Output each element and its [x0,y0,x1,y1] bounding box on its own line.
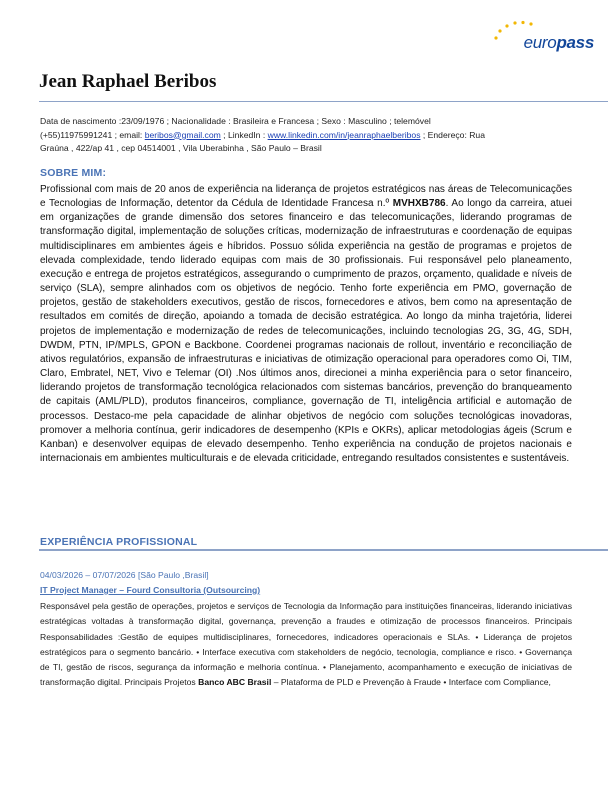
europass-wordmark: europass [523,33,594,52]
job-client: Banco ABC Brasil [198,677,272,688]
about-paragraph [40,183,572,466]
address-label: ; Endereço: Rua [420,129,485,140]
job-desc-1: Responsável pela gestão de operações, projetos e serviços de Tecnologia da Informação para instituições financeiras, liderando iniciativas estratégicas voltadas à transformação digital, governança, prevenção a fraudes e otimização de processos financeiros. Principais Responsabilidades :Gestão de equipes multidisciplinares, fornecedores, indicadores operacionais e SLAs. • Liderança de projetos estratégicos para o segmento bancário. • Interface executiva com stakeholders de negócio, tecnologia, compliance e risco. • Governança de TI, gestão de riscos, segurança da informação e melhoria contínua. • Planejamento, acompanhamento e execução de iniciativas de transformação digital. Principais Projetos [40,601,572,688]
address-line: Graúna , 422/ap 41 , cep 04514001 , Vila Uberabinha , São Paulo – Brasil [40,143,322,153]
header-divider [39,101,608,102]
job-role[interactable]: IT Project Manager – Fourd Consultoria (Outsourcing) [40,585,261,595]
job-description [40,599,572,691]
experience-divider [39,549,608,551]
personal-line-1: Data de nascimento :23/09/1976 ; Nacionalidade : Brasileira e Francesa ; Sexo : Masculino ; telemóvel [40,116,431,126]
candidate-name: Jean Raphael Beribos [39,71,217,92]
job-desc-2: – Plataforma de PLD e Prevenção à Fraude • Interface com Compliance, [271,677,551,688]
about-heading: SOBRE MIM: [40,167,107,179]
id-number: MVHXB786 [392,198,446,210]
experience-heading: EXPERIÊNCIA PROFISSIONAL [40,536,198,548]
about-text-1: Profissional com mais de 20 anos de experiência na liderança de projetos estratégicos nas áreas de Telecomunicações e Tecnologias de Informação, detentor da Cédula de Identidade Francesa n.º [40,184,572,210]
about-text-2: . Ao longo da carreira, atuei em organizações de grande dimensão dos setores financeiro e das telecomunicações, liderando programas de transformação digital, implementação de soluções críticas, modernização de infraestruturas e coordenação de equipas multidisciplinares em ambientes ágeis e híbridos. Possuo sólida experiência na gestão de programas e projetos de elevada complexidade, tendo liderado equipas com mais de 30 profissionais. Fui responsável pelo planeamento, execução e entrega de projetos estratégicos, assegurando o cumprimento de prazos, orçamento, qualidade e níveis de serviço (SLA), sempre alinhados com os objetivos de negócio. Tenho forte experiência em PMO, governação de projetos, gestão de stakeholders executivos, gestão de riscos, fornecedores e ativos, bem como na apresentação de resultados em comités de direção, apoiando a tomada de decisão estratégica. Ao longo da minha trajetória, liderei projetos de implementação e modernização de redes de telecomunicações, incluindo tecnologias 2G, 3G, 4G, SDH, DWDM, PTN, IP/MPLS, GPON e Backbone. Coordenei programas nacionais de rollout, inventário e reconciliação de ativos regulatórios, expansão de infraestruturas e iniciativas de otimização operacional para operadores como Oi, TIM, Claro, Embratel, NET, Vivo e Telemar (OI) .Nos últimos anos, direcionei a minha experiência para o setor financeiro, liderando projetos de transformação tecnológica relacionados com sistemas bancários, prevenção do branqueamento de capitais (AML/PLD), produtos financeiros, compliance, governação de TI, inteligência artificial e automação de processos. Destaco-me pela capacidade de alinhar objetivos de negócio com soluções tecnológicas inovadoras, promover a melhoria contínua, gerir indicadores de desempenho (KPIs e OKRs), aplicar metodologias ágeis (Scrum e Kanban) e desenvolver equipas de elevado desempenho. Tenho experiência na condução de projetos nacionais e internacionais em ambientes multiculturais e de elevada criticidade, entregando resultados consistentes e sustentáveis. [40,198,572,464]
personal-phone: (+55)11975991241 ; email: [40,129,145,140]
email-link[interactable]: beribos@gmail.com [144,129,221,140]
job-dates: 04/03/2026 – 07/07/2026 [São Paulo ,Brasil] [40,570,209,580]
personal-info [40,115,572,156]
linkedin-link[interactable]: www.linkedin.com/in/jeanraphaelberibos [267,129,421,140]
europass-logo [490,20,598,60]
linkedin-label: ; LinkedIn : [220,129,268,140]
